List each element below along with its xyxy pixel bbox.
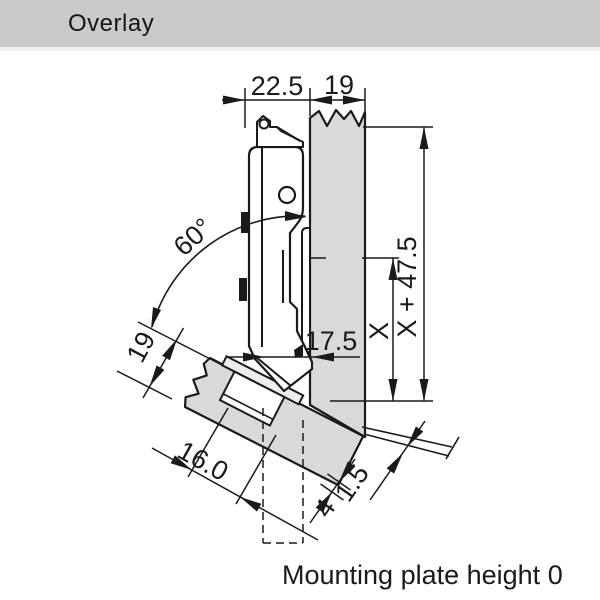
- hinge-arm: [239, 116, 312, 391]
- dim-label-overlay-depth: 22.5: [250, 71, 304, 101]
- dim-label-arm-protrusion: 17.5: [304, 326, 358, 356]
- adjustment-screw-icon: [260, 120, 269, 129]
- arm-screw-hole: [279, 187, 295, 203]
- dim-label-cup-edge-distance: 4: [308, 493, 342, 523]
- dim-label-cup-distance: 16.0: [172, 435, 234, 487]
- dim-label-panel-thickness: 19: [323, 70, 355, 100]
- diagram-caption: Mounting plate height 0: [282, 560, 563, 590]
- dim-label-door-thickness: 19: [120, 326, 162, 368]
- cabinet-side-panel: [310, 110, 365, 437]
- dim-label-reveal-gap: 1.5: [328, 459, 376, 507]
- dim-label-opening-angle: 60°: [167, 212, 219, 262]
- arm-clip-tab-2: [239, 278, 247, 301]
- page-title: Overlay: [68, 9, 155, 37]
- arm-clip-tab: [241, 212, 248, 233]
- header-bar: [0, 0, 600, 51]
- dim-label-plate-position-offset: X + 47.5: [392, 236, 422, 338]
- dim-label-plate-position: X: [364, 321, 394, 341]
